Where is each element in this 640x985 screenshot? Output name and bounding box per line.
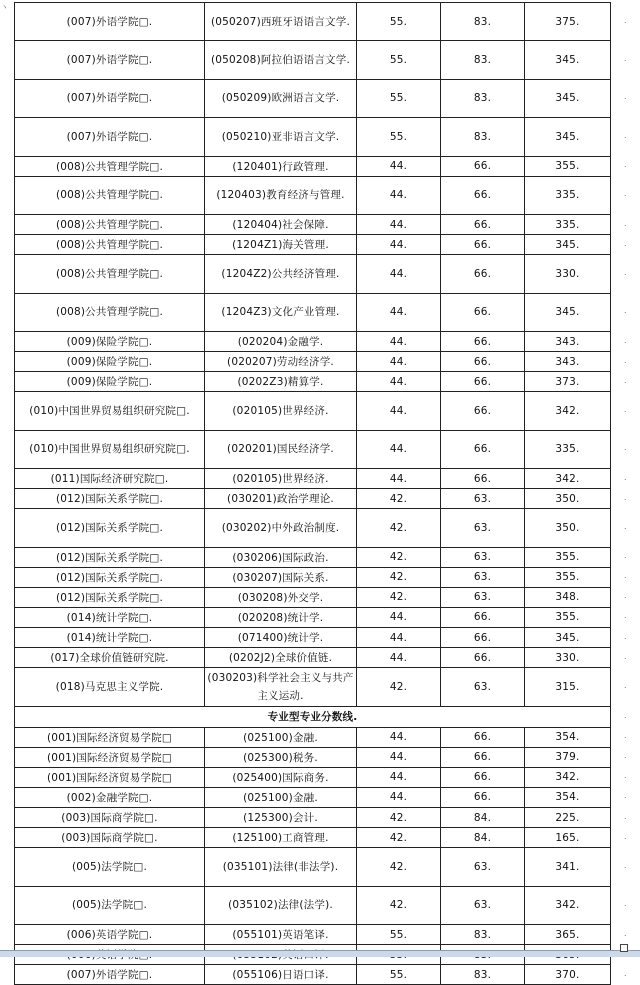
table-row	[15, 156, 611, 176]
row-mark: .	[624, 15, 627, 25]
multi-subject-score-cell: 83.	[441, 3, 525, 41]
multi-subject-score-cell: 63.	[441, 567, 525, 587]
school-cell: (018)马克思主义学院.	[15, 668, 205, 706]
row-mark: .	[624, 899, 627, 909]
row-mark: .	[624, 189, 627, 199]
single-subject-score-cell: 44.	[357, 215, 441, 235]
multi-subject-score-cell: 66.	[441, 156, 525, 176]
multi-subject-score-cell: 66.	[441, 392, 525, 430]
single-subject-score-cell: 44.	[357, 293, 441, 331]
total-score-cell: 373.	[525, 372, 611, 392]
table-row	[15, 176, 611, 214]
school-cell: (001)国际经济贸易学院□	[15, 747, 205, 767]
table-row	[15, 727, 611, 747]
table-row	[15, 924, 611, 944]
multi-subject-score-cell: 66.	[441, 372, 525, 392]
academic-rows	[15, 3, 611, 707]
row-mark: .	[624, 710, 627, 720]
multi-subject-score-cell: 66.	[441, 352, 525, 372]
total-score-cell: 345.	[525, 293, 611, 331]
major-cell: (025300)税务.	[205, 747, 357, 767]
table-row	[15, 607, 611, 627]
total-score-cell: 225.	[525, 807, 611, 827]
single-subject-score-cell: 44.	[357, 628, 441, 648]
major-cell: (050209)欧洲语言文学.	[205, 79, 357, 117]
multi-subject-score-cell: 83.	[441, 118, 525, 156]
table-row	[15, 547, 611, 567]
row-mark: .	[624, 160, 627, 170]
single-subject-score-cell: 44.	[357, 787, 441, 807]
table-row	[15, 215, 611, 235]
multi-subject-score-cell: 83.	[441, 924, 525, 944]
row-mark: .	[624, 860, 627, 870]
total-score-cell: 335.	[525, 176, 611, 214]
major-cell: (050207)西班牙语语言文学.	[205, 3, 357, 41]
school-cell: (007)外语学院□.	[15, 965, 205, 985]
total-score-cell: 355.	[525, 567, 611, 587]
table-row	[15, 235, 611, 255]
total-score-cell: 345.	[525, 118, 611, 156]
section-header	[15, 706, 611, 727]
table-row	[15, 965, 611, 985]
school-cell: (005)法学院□.	[15, 848, 205, 886]
total-score-cell: 345.	[525, 79, 611, 117]
single-subject-score-cell: 44.	[357, 767, 441, 787]
row-mark: .	[624, 591, 627, 601]
school-cell: (009)保险学院□.	[15, 352, 205, 372]
major-cell: (020105)世界经济.	[205, 469, 357, 489]
single-subject-score-cell: 55.	[357, 924, 441, 944]
school-cell: (007)外语学院□.	[15, 118, 205, 156]
single-subject-score-cell: 44.	[357, 430, 441, 468]
row-mark: .	[624, 968, 627, 978]
table-row	[15, 567, 611, 587]
total-score-cell: 335.	[525, 430, 611, 468]
single-subject-score-cell: 42.	[357, 886, 441, 924]
single-subject-score-cell: 42.	[357, 489, 441, 509]
single-subject-score-cell: 44.	[357, 372, 441, 392]
multi-subject-score-cell: 66.	[441, 747, 525, 767]
major-cell: (125100)工商管理.	[205, 828, 357, 848]
total-score-cell: 354.	[525, 787, 611, 807]
total-score-cell: 355.	[525, 607, 611, 627]
total-score-cell: 315.	[525, 668, 611, 706]
row-mark: .	[624, 651, 627, 661]
total-score-cell: 350.	[525, 489, 611, 509]
major-cell: (020201)国民经济学.	[205, 430, 357, 468]
row-mark: .	[624, 492, 627, 502]
multi-subject-score-cell: 63.	[441, 886, 525, 924]
row-mark: .	[624, 831, 627, 841]
total-score-cell: 165.	[525, 828, 611, 848]
row-mark: .	[624, 472, 627, 482]
row-mark: .	[624, 130, 627, 140]
single-subject-score-cell: 44.	[357, 727, 441, 747]
table-row	[15, 489, 611, 509]
multi-subject-score-cell: 66.	[441, 176, 525, 214]
single-subject-score-cell: 44.	[357, 747, 441, 767]
table-row	[15, 41, 611, 79]
table-row	[15, 509, 611, 547]
row-mark: .	[624, 375, 627, 385]
school-cell: (008)公共管理学院□.	[15, 293, 205, 331]
single-subject-score-cell: 44.	[357, 469, 441, 489]
school-cell: (006)英语学院□.	[15, 924, 205, 944]
multi-subject-score-cell: 66.	[441, 607, 525, 627]
major-cell: (1204Z1)海关管理.	[205, 235, 357, 255]
single-subject-score-cell: 44.	[357, 332, 441, 352]
total-score-cell: 370.	[525, 965, 611, 985]
major-cell: (071400)统计学.	[205, 628, 357, 648]
paragraph-marks	[624, 0, 640, 978]
table-row	[15, 886, 611, 924]
school-cell: (003)国际商学院□.	[15, 807, 205, 827]
single-subject-score-cell: 44.	[357, 352, 441, 372]
table-row	[15, 79, 611, 117]
table-row	[15, 848, 611, 886]
school-cell: (012)国际关系学院□.	[15, 509, 205, 547]
corner-mark: ヽ	[0, 3, 10, 13]
row-mark: .	[624, 92, 627, 102]
major-cell: (025100)金融.	[205, 787, 357, 807]
total-score-cell: 342.	[525, 469, 611, 489]
multi-subject-score-cell: 84.	[441, 828, 525, 848]
multi-subject-score-cell: 66.	[441, 255, 525, 293]
table-row	[15, 668, 611, 706]
table-row	[15, 587, 611, 607]
row-mark: .	[624, 731, 627, 741]
professional-rows	[15, 727, 611, 985]
school-cell: (009)保险学院□.	[15, 332, 205, 352]
multi-subject-score-cell: 66.	[441, 235, 525, 255]
row-mark: .	[624, 680, 627, 690]
single-subject-score-cell: 55.	[357, 965, 441, 985]
multi-subject-score-cell: 66.	[441, 215, 525, 235]
school-cell: (011)国际经济研究院□.	[15, 469, 205, 489]
multi-subject-score-cell: 63.	[441, 547, 525, 567]
total-score-cell: 342.	[525, 392, 611, 430]
multi-subject-score-cell: 83.	[441, 41, 525, 79]
major-cell: (050208)阿拉伯语语言文学.	[205, 41, 357, 79]
multi-subject-score-cell: 63.	[441, 668, 525, 706]
school-cell: (014)统计学院□.	[15, 607, 205, 627]
single-subject-score-cell: 42.	[357, 828, 441, 848]
major-cell: (125300)会计.	[205, 807, 357, 827]
row-mark: .	[624, 791, 627, 801]
major-cell: (025100)金融.	[205, 727, 357, 747]
row-mark: .	[624, 551, 627, 561]
school-cell: (002)金融学院□.	[15, 787, 205, 807]
row-mark: .	[624, 443, 627, 453]
school-cell: (007)外语学院□.	[15, 41, 205, 79]
table-row	[15, 469, 611, 489]
major-cell: (0202J2)全球价值链.	[205, 648, 357, 668]
row-mark: .	[624, 751, 627, 761]
single-subject-score-cell: 44.	[357, 156, 441, 176]
school-cell: (012)国际关系学院□.	[15, 567, 205, 587]
major-cell: (035102)法律(法学).	[205, 886, 357, 924]
major-cell: (030206)国际政治.	[205, 547, 357, 567]
multi-subject-score-cell: 83.	[441, 79, 525, 117]
table-row	[15, 767, 611, 787]
total-score-cell: 345.	[525, 628, 611, 648]
single-subject-score-cell: 42.	[357, 587, 441, 607]
multi-subject-score-cell: 66.	[441, 727, 525, 747]
single-subject-score-cell: 42.	[357, 567, 441, 587]
table-row	[15, 352, 611, 372]
major-cell: (030202)中外政治制度.	[205, 509, 357, 547]
single-subject-score-cell: 44.	[357, 648, 441, 668]
multi-subject-score-cell: 63.	[441, 489, 525, 509]
table-row	[15, 3, 611, 41]
major-cell: (120403)教育经济与管理.	[205, 176, 357, 214]
total-score-cell: 350.	[525, 509, 611, 547]
total-score-cell: 345.	[525, 235, 611, 255]
row-mark: .	[624, 306, 627, 316]
school-cell: (010)中国世界贸易组织研究院□.	[15, 392, 205, 430]
school-cell: (012)国际关系学院□.	[15, 489, 205, 509]
total-score-cell: 342.	[525, 886, 611, 924]
school-cell: (008)公共管理学院□.	[15, 176, 205, 214]
multi-subject-score-cell: 63.	[441, 848, 525, 886]
total-score-cell: 330.	[525, 648, 611, 668]
total-score-cell: 343.	[525, 332, 611, 352]
table-row	[15, 430, 611, 468]
major-cell: (035101)法律(非法学).	[205, 848, 357, 886]
major-cell: (020207)劳动经济学.	[205, 352, 357, 372]
school-cell: (009)保险学院□.	[15, 372, 205, 392]
school-cell: (001)国际经济贸易学院□	[15, 727, 205, 747]
table-row	[15, 118, 611, 156]
score-table	[14, 2, 611, 985]
school-cell: (005)法学院□.	[15, 886, 205, 924]
single-subject-score-cell: 42.	[357, 668, 441, 706]
single-subject-score-cell: 42.	[357, 547, 441, 567]
multi-subject-score-cell: 66.	[441, 767, 525, 787]
single-subject-score-cell: 44.	[357, 392, 441, 430]
major-cell: (030208)外交学.	[205, 587, 357, 607]
table-row	[15, 828, 611, 848]
total-score-cell: 348.	[525, 587, 611, 607]
total-score-cell: 355.	[525, 547, 611, 567]
school-cell: (007)外语学院□.	[15, 3, 205, 41]
row-mark: .	[624, 218, 627, 228]
table-row	[15, 332, 611, 352]
multi-subject-score-cell: 66.	[441, 293, 525, 331]
major-cell: (030207)国际关系.	[205, 567, 357, 587]
major-cell: (050210)亚非语言文学.	[205, 118, 357, 156]
total-score-cell: 341.	[525, 848, 611, 886]
row-mark: .	[624, 355, 627, 365]
table-row	[15, 787, 611, 807]
school-cell: (012)国际关系学院□.	[15, 587, 205, 607]
table-row	[15, 807, 611, 827]
total-score-cell: 330.	[525, 255, 611, 293]
single-subject-score-cell: 42.	[357, 848, 441, 886]
total-score-cell: 335.	[525, 215, 611, 235]
school-cell: (008)公共管理学院□.	[15, 215, 205, 235]
major-cell: (020105)世界经济.	[205, 392, 357, 430]
row-mark: .	[624, 404, 627, 414]
major-cell: (020204)金融学.	[205, 332, 357, 352]
school-cell: (008)公共管理学院□.	[15, 235, 205, 255]
single-subject-score-cell: 55.	[357, 118, 441, 156]
table-row	[15, 293, 611, 331]
square-marker	[620, 944, 628, 952]
school-cell: (008)公共管理学院□.	[15, 156, 205, 176]
section-title: 专业型专业分数线.	[15, 706, 611, 727]
major-cell: (030203)科学社会主义与共产主义运动.	[205, 668, 357, 706]
table-row	[15, 747, 611, 767]
row-mark: .	[624, 335, 627, 345]
row-mark: .	[624, 267, 627, 277]
school-cell: (003)国际商学院□.	[15, 828, 205, 848]
table-row	[15, 648, 611, 668]
single-subject-score-cell: 55.	[357, 79, 441, 117]
row-mark: .	[624, 611, 627, 621]
multi-subject-score-cell: 63.	[441, 587, 525, 607]
table-row	[15, 372, 611, 392]
single-subject-score-cell: 44.	[357, 607, 441, 627]
row-mark: .	[624, 771, 627, 781]
single-subject-score-cell: 55.	[357, 3, 441, 41]
major-cell: (120401)行政管理.	[205, 156, 357, 176]
single-subject-score-cell: 42.	[357, 807, 441, 827]
total-score-cell: 343.	[525, 352, 611, 372]
single-subject-score-cell: 44.	[357, 255, 441, 293]
major-cell: (030201)政治学理论.	[205, 489, 357, 509]
school-cell: (014)统计学院□.	[15, 628, 205, 648]
major-cell: (120404)社会保障.	[205, 215, 357, 235]
total-score-cell: 365.	[525, 924, 611, 944]
school-cell: (007)外语学院□.	[15, 79, 205, 117]
school-cell: (008)公共管理学院□.	[15, 255, 205, 293]
total-score-cell: 355.	[525, 156, 611, 176]
multi-subject-score-cell: 83.	[441, 965, 525, 985]
school-cell: (010)中国世界贸易组织研究院□.	[15, 430, 205, 468]
total-score-cell: 354.	[525, 727, 611, 747]
multi-subject-score-cell: 66.	[441, 430, 525, 468]
major-cell: (1204Z2)公共经济管理.	[205, 255, 357, 293]
school-cell: (001)国际经济贸易学院□	[15, 767, 205, 787]
row-mark: .	[624, 238, 627, 248]
multi-subject-score-cell: 63.	[441, 509, 525, 547]
single-subject-score-cell: 42.	[357, 509, 441, 547]
total-score-cell: 345.	[525, 41, 611, 79]
school-cell: (012)国际关系学院□.	[15, 547, 205, 567]
table-row	[15, 255, 611, 293]
major-cell: (1204Z3)文化产业管理.	[205, 293, 357, 331]
table-row	[15, 628, 611, 648]
major-cell: (025400)国际商务.	[205, 767, 357, 787]
major-cell: (020208)统计学.	[205, 607, 357, 627]
multi-subject-score-cell: 66.	[441, 628, 525, 648]
single-subject-score-cell: 44.	[357, 235, 441, 255]
row-mark: .	[624, 521, 627, 531]
row-mark: .	[624, 631, 627, 641]
major-cell: (0202Z3)精算学.	[205, 372, 357, 392]
single-subject-score-cell: 44.	[357, 176, 441, 214]
table-row	[15, 392, 611, 430]
multi-subject-score-cell: 84.	[441, 807, 525, 827]
row-mark: .	[624, 811, 627, 821]
multi-subject-score-cell: 66.	[441, 332, 525, 352]
row-mark: .	[624, 571, 627, 581]
school-cell: (017)全球价值链研究院.	[15, 648, 205, 668]
total-score-cell: 342.	[525, 767, 611, 787]
row-mark: .	[624, 54, 627, 64]
row-mark: .	[624, 928, 627, 938]
multi-subject-score-cell: 66.	[441, 469, 525, 489]
total-score-cell: 379.	[525, 747, 611, 767]
major-cell: (055101)英语笔译.	[205, 924, 357, 944]
major-cell: (055106)日语口译.	[205, 965, 357, 985]
multi-subject-score-cell: 66.	[441, 787, 525, 807]
total-score-cell: 375.	[525, 3, 611, 41]
multi-subject-score-cell: 66.	[441, 648, 525, 668]
single-subject-score-cell: 55.	[357, 41, 441, 79]
